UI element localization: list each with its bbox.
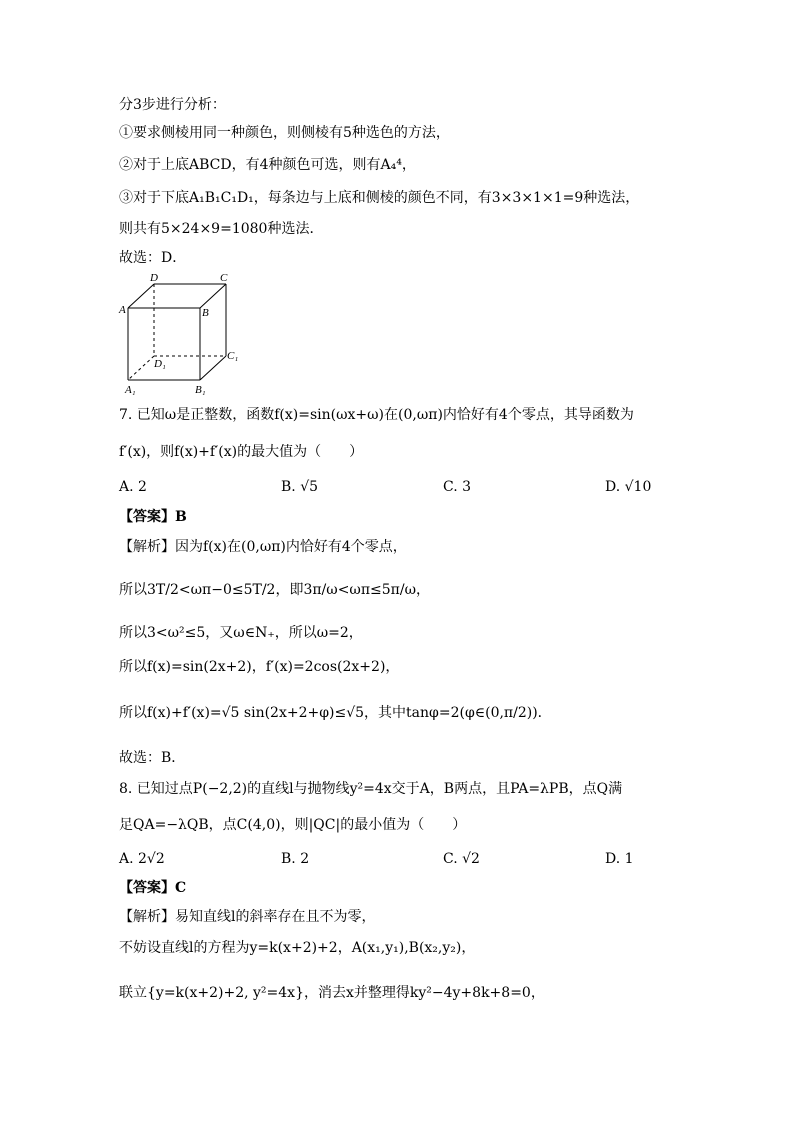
q8-solution-3: 联立{y=k(x+2)+2, y²=4x}，消去x并整理得ky²−4y+8k+8=0， [119,985,545,1001]
q7-solution-2: 所以3T/2<ωπ−0≤5T/2，即3π/ω<ωπ≤5π/ω， [119,582,431,598]
q7-solution-4: 所以f(x)=sin(2x+2)，f′(x)=2cos(2x+2)， [119,659,400,675]
label-C: C [220,272,228,284]
label-D: D [150,272,158,284]
q7-solution-3: 所以3<ω²≤5，又ω∈N₊，所以ω=2， [119,625,363,641]
q8-answer: 【答案】C [119,880,187,896]
label-C1: C₁ [227,350,239,362]
analysis-total: 则共有5×24×9=1080种选法． [119,221,324,237]
q8-stem-line2: 足QA=−λQB，点C(4,0)，则|QC|的最小值为（ ） [119,817,467,833]
q7-solution-5: 所以f(x)+f′(x)=√5 sin(2x+2+φ)≤√5，其中tanφ=2(φ∈(0,π/2))． [119,705,552,721]
analysis-choice: 故选：D． [119,250,187,266]
analysis-step-1: ①要求侧棱用同一种颜色，则侧棱有5种选色的方法， [119,125,450,141]
q7-option-b: B. √5 [281,479,319,495]
q7-option-a: A. 2 [119,479,147,495]
analysis-step-2: ②对于上底ABCD，有4种颜色可选，则有A₄⁴， [119,157,416,173]
q7-solution-1: 【解析】因为f(x)在(0,ωπ)内恰好有4个零点， [119,539,407,555]
q7-stem-line1: 7. 已知ω是正整数，函数f(x)=sin(ωx+ω)在(0,ωπ)内恰好有4个零点，其导函数为 [119,407,634,423]
q8-option-a: A. 2√2 [119,851,165,867]
q7-option-c: C. 3 [443,479,472,495]
q8-option-c: C. √2 [443,851,480,867]
label-D1: D₁ [154,358,166,370]
cube-diagram [116,270,246,396]
q7-choice: 故选：B． [119,750,186,766]
analysis-step-3: ③对于下底A₁B₁C₁D₁，每条边与上底和侧棱的颜色不同，有3×3×1×1=9种选法， [119,190,640,206]
label-A1: A₁ [125,384,136,396]
q8-option-b: B. 2 [281,851,310,867]
q7-option-d: D. √10 [605,479,652,495]
label-B: B [202,307,209,319]
q7-stem-line2: f′(x)，则f(x)+f′(x)的最大值为（ ） [119,444,364,460]
label-B1: B₁ [195,384,206,396]
analysis-intro: 分3步进行分析： [119,97,226,113]
q7-answer: 【答案】B [119,509,187,525]
q8-solution-1: 【解析】易知直线l的斜率存在且不为零， [119,909,376,925]
q8-option-d: D. 1 [605,851,634,867]
label-A: A [119,304,126,316]
q8-solution-2: 不妨设直线l的方程为y=k(x+2)+2，A(x₁,y₁),B(x₂,y₂)， [119,940,476,956]
q8-stem-line1: 8. 已知过点P(−2,2)的直线l与抛物线y²=4x交于A，B两点，且PA=λPB，点Q满 [119,781,623,797]
